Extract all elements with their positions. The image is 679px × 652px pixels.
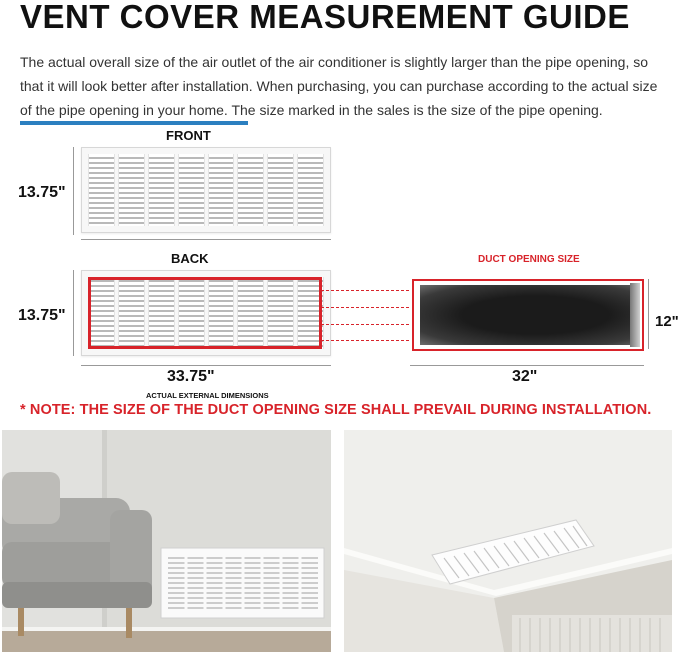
back-height-dimension: 13.75" (18, 307, 66, 324)
front-vent-image (81, 147, 331, 233)
duct-opening-image (412, 279, 644, 351)
connector-line (321, 290, 409, 291)
front-width-guide (81, 239, 331, 240)
actual-external-dimensions-caption: ACTUAL EXTERNAL DIMENSIONS (146, 391, 269, 400)
overall-width-guide (81, 365, 331, 366)
accent-divider (20, 121, 248, 125)
overall-width-dimension: 33.75" (167, 368, 215, 385)
duct-width-guide (410, 365, 644, 366)
duct-height-dimension: 12" (655, 313, 679, 330)
front-label: FRONT (166, 128, 211, 143)
back-height-guide (73, 270, 74, 356)
back-label: BACK (171, 251, 209, 266)
duct-width-dimension: 32" (512, 368, 538, 385)
connector-line (321, 307, 409, 308)
front-height-guide (73, 147, 74, 235)
ceiling-scene (344, 430, 672, 652)
living-room-scene (2, 430, 331, 652)
connector-line (321, 324, 409, 325)
back-duct-outline (88, 277, 322, 349)
installation-note: * NOTE: THE SIZE OF THE DUCT OPENING SIZE SHALL PREVAIL DURING INSTALLATION. (20, 402, 652, 418)
description-text: The actual overall size of the air outlet of the air conditioner is slightly larger than the pipe opening, so that it will look better after installation. When purchasing, you can purchase according to the actual size of the pipe opening in your home. The size marked in the sales is the size of the pipe opening. (20, 54, 658, 118)
duct-edge (630, 283, 640, 347)
front-height-dimension: 13.75" (18, 184, 66, 201)
connector-line (321, 340, 409, 341)
front-vent-louvers (88, 154, 324, 226)
page-title: VENT COVER MEASUREMENT GUIDE (20, 0, 630, 35)
duct-interior (420, 285, 630, 345)
living-room-photo (2, 430, 331, 652)
duct-opening-label: DUCT OPENING SIZE (478, 254, 580, 265)
duct-height-guide (648, 279, 649, 349)
ceiling-vent-photo (344, 430, 672, 652)
